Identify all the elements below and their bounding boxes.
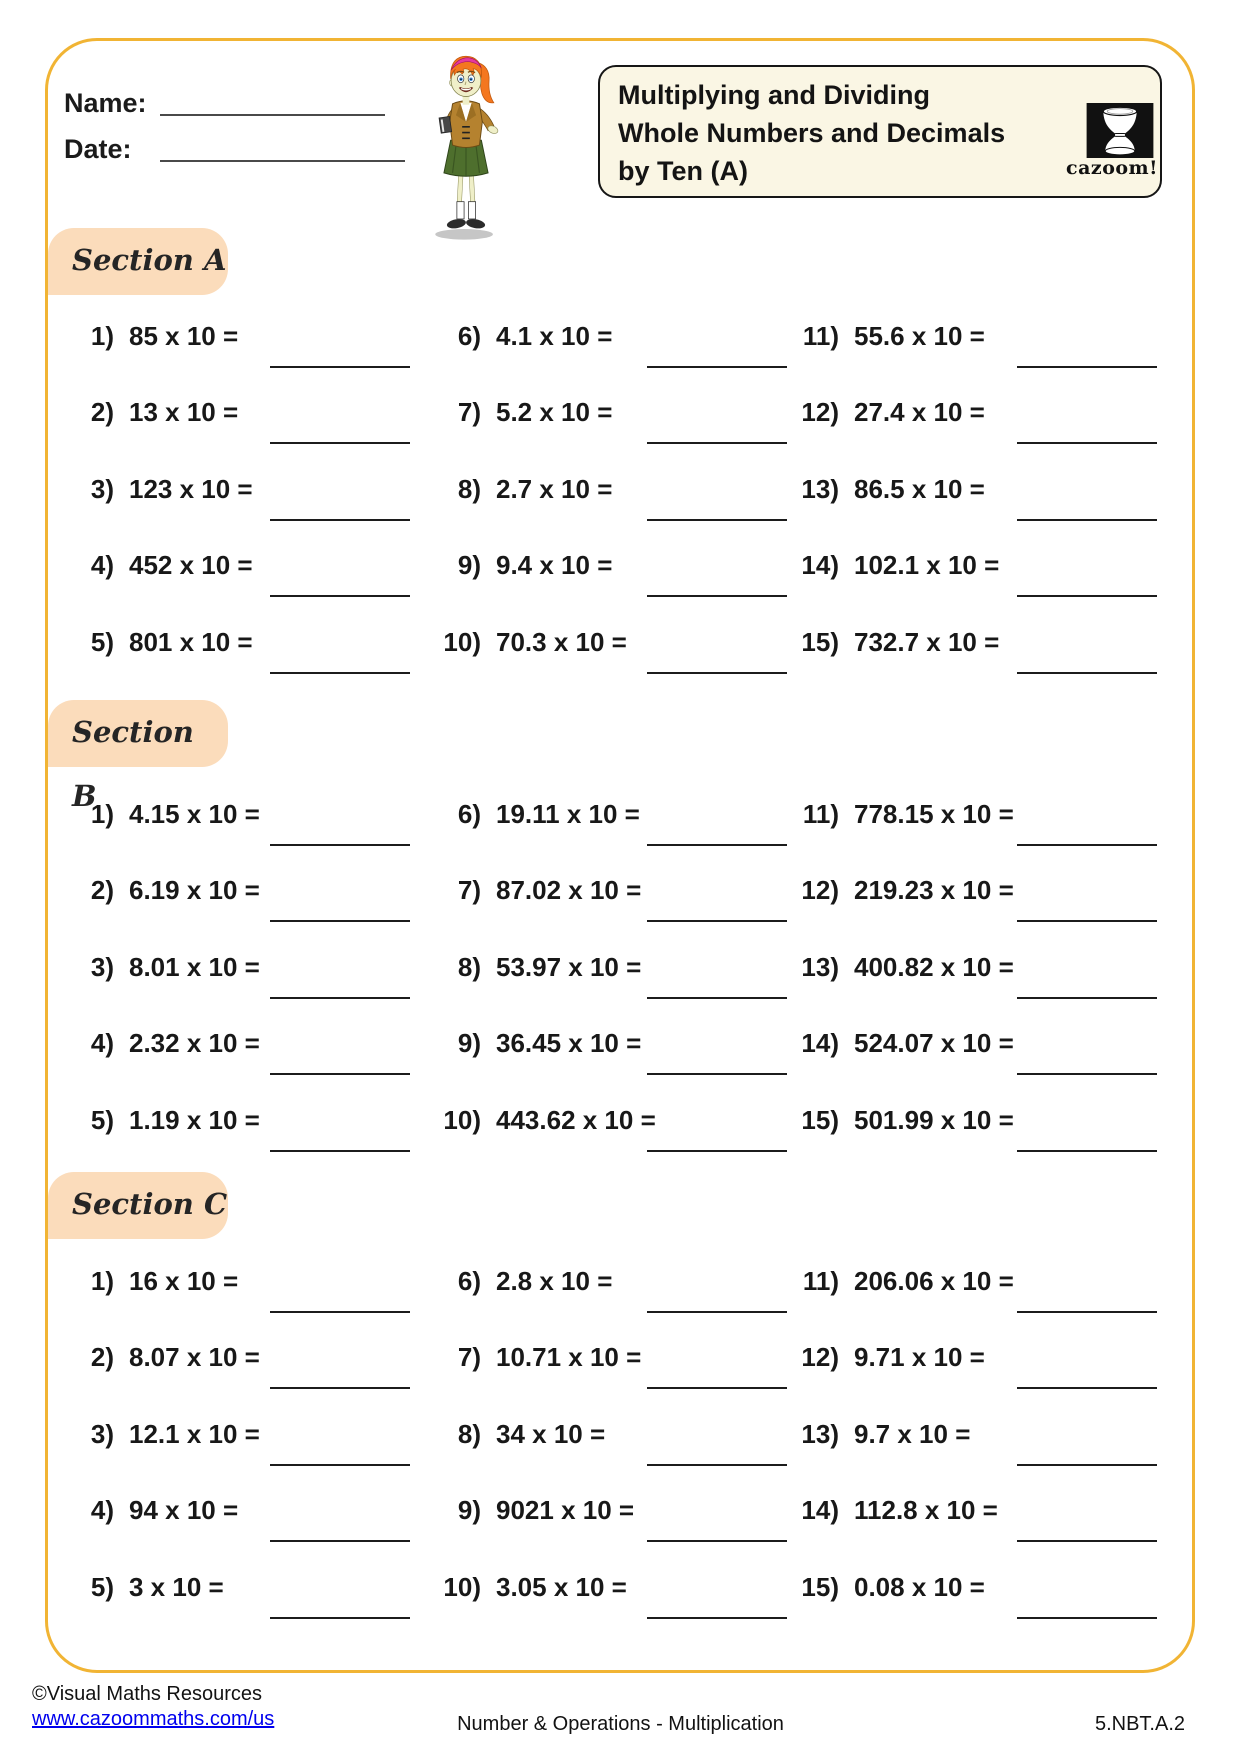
problem-item — [793, 1420, 1163, 1497]
answer-blank[interactable] — [647, 1073, 787, 1075]
answer-blank[interactable] — [270, 920, 410, 922]
problem-number: 6) — [457, 799, 481, 829]
problem-text — [435, 1496, 805, 1524]
problem-expression: 102.1 x 10 = — [854, 550, 1000, 580]
problem-expression: 400.82 x 10 = — [854, 952, 1014, 982]
answer-blank[interactable] — [1017, 920, 1157, 922]
answer-blank[interactable] — [1017, 844, 1157, 846]
problem-item — [68, 1496, 438, 1573]
problem-number: 5) — [90, 1105, 114, 1135]
answer-blank[interactable] — [1017, 366, 1157, 368]
answer-blank[interactable] — [647, 1387, 787, 1389]
answer-blank[interactable] — [1017, 1073, 1157, 1075]
problem-item — [793, 1573, 1163, 1650]
problem-number: 5) — [90, 1572, 114, 1602]
answer-blank[interactable] — [270, 519, 410, 521]
problem-expression: 206.06 x 10 = — [854, 1266, 1014, 1296]
problem-number: 11) — [802, 799, 839, 829]
answer-blank[interactable] — [270, 1311, 410, 1313]
problem-number: 4) — [90, 1028, 114, 1058]
problem-expression: 2.7 x 10 = — [496, 474, 613, 504]
problem-item — [793, 1267, 1163, 1344]
problem-text — [793, 800, 1163, 828]
answer-blank[interactable] — [1017, 519, 1157, 521]
problem-number: 8) — [457, 1419, 481, 1449]
problem-item — [68, 322, 438, 399]
problem-item — [793, 1029, 1163, 1106]
title-line-1: Multiplying and Dividing — [618, 80, 930, 110]
problem-item — [68, 475, 438, 552]
answer-blank[interactable] — [1017, 1311, 1157, 1313]
problem-text — [435, 1573, 805, 1601]
problem-number: 15) — [801, 1572, 839, 1602]
problem-item — [435, 551, 805, 628]
problem-expression: 8.01 x 10 = — [129, 952, 260, 982]
problem-expression: 443.62 x 10 = — [496, 1105, 656, 1135]
problem-expression: 6.19 x 10 = — [129, 875, 260, 905]
problem-expression: 2.8 x 10 = — [496, 1266, 613, 1296]
problem-text — [793, 1343, 1163, 1371]
problem-expression: 10.71 x 10 = — [496, 1342, 642, 1372]
problem-expression: 123 x 10 = — [129, 474, 253, 504]
problem-number: 14) — [801, 550, 839, 580]
date-input-line[interactable] — [160, 160, 405, 162]
problem-text — [793, 475, 1163, 503]
problem-number: 7) — [457, 397, 481, 427]
problem-number: 14) — [801, 1028, 839, 1058]
problem-expression: 9.7 x 10 = — [854, 1419, 971, 1449]
answer-blank[interactable] — [647, 1617, 787, 1619]
problem-expression: 1.19 x 10 = — [129, 1105, 260, 1135]
problem-item — [68, 876, 438, 953]
problem-number: 11) — [802, 321, 839, 351]
problem-item — [68, 398, 438, 475]
problem-text — [68, 1029, 438, 1057]
problem-number: 10) — [443, 1572, 481, 1602]
problem-item — [68, 953, 438, 1030]
problem-text — [68, 1267, 438, 1295]
answer-blank[interactable] — [647, 672, 787, 674]
problem-number: 12) — [801, 397, 839, 427]
problem-item — [793, 628, 1163, 705]
problem-item — [793, 322, 1163, 399]
problem-item — [793, 953, 1163, 1030]
problem-text — [793, 1267, 1163, 1295]
problem-number: 2) — [90, 1342, 114, 1372]
problem-text — [793, 1106, 1163, 1134]
answer-blank[interactable] — [270, 1464, 410, 1466]
problem-item — [435, 1496, 805, 1573]
answer-blank[interactable] — [1017, 1540, 1157, 1542]
problem-expression: 4.15 x 10 = — [129, 799, 260, 829]
problem-text — [435, 1267, 805, 1295]
problem-expression: 732.7 x 10 = — [854, 627, 1000, 657]
problem-text — [68, 475, 438, 503]
answer-blank[interactable] — [1017, 672, 1157, 674]
problem-item — [435, 322, 805, 399]
brand-name: cazoom! — [1066, 157, 1158, 179]
problem-expression: 3 x 10 = — [129, 1572, 224, 1602]
problem-expression: 2.32 x 10 = — [129, 1028, 260, 1058]
problem-text — [435, 475, 805, 503]
problem-number: 13) — [801, 474, 839, 504]
answer-blank[interactable] — [647, 519, 787, 521]
problem-number: 14) — [801, 1495, 839, 1525]
problem-expression: 55.6 x 10 = — [854, 321, 985, 351]
problem-text — [435, 1420, 805, 1448]
problem-text — [435, 876, 805, 904]
answer-blank[interactable] — [270, 1150, 410, 1152]
problem-number: 9) — [457, 1495, 481, 1525]
problem-expression: 5.2 x 10 = — [496, 397, 613, 427]
answer-blank[interactable] — [270, 442, 410, 444]
problem-text — [68, 1343, 438, 1371]
djembe-drum-icon — [1086, 103, 1154, 158]
problem-item — [435, 1106, 805, 1183]
problem-item — [435, 1029, 805, 1106]
problem-number: 3) — [90, 1419, 114, 1449]
standard-code: 5.NBT.A.2 — [1094, 1713, 1185, 1735]
problem-number: 7) — [457, 1342, 481, 1372]
problem-expression: 219.23 x 10 = — [854, 875, 1014, 905]
problem-item — [435, 876, 805, 953]
answer-blank[interactable] — [647, 442, 787, 444]
problem-expression: 94 x 10 = — [129, 1495, 239, 1525]
worksheet-title-box — [598, 65, 1162, 198]
book — [439, 116, 452, 133]
problem-item — [435, 1573, 805, 1650]
problem-item — [793, 1106, 1163, 1183]
cartoon-schoolgirl-illustration — [418, 46, 514, 246]
problem-text — [68, 800, 438, 828]
problem-text — [435, 953, 805, 981]
problem-number: 9) — [457, 550, 481, 580]
problem-expression: 27.4 x 10 = — [854, 397, 985, 427]
answer-blank[interactable] — [647, 1464, 787, 1466]
problem-item — [793, 475, 1163, 552]
title-line-2: Whole Numbers and Decimals — [618, 118, 1006, 148]
answer-blank[interactable] — [647, 1150, 787, 1152]
problem-expression: 524.07 x 10 = — [854, 1028, 1014, 1058]
problem-text — [435, 628, 805, 656]
problem-number: 3) — [90, 474, 114, 504]
answer-blank[interactable] — [270, 366, 410, 368]
problem-text — [68, 551, 438, 579]
problem-number: 2) — [90, 875, 114, 905]
answer-blank[interactable] — [647, 920, 787, 922]
website-link[interactable]: www.cazoommaths.com/us — [32, 1708, 275, 1730]
problem-text — [68, 1420, 438, 1448]
problem-number: 1) — [90, 799, 114, 829]
answer-blank[interactable] — [1017, 1150, 1157, 1152]
problem-number: 4) — [90, 1495, 114, 1525]
problem-item — [68, 1267, 438, 1344]
problem-text — [435, 1029, 805, 1057]
problem-expression: 8.07 x 10 = — [129, 1342, 260, 1372]
problem-expression: 53.97 x 10 = — [496, 952, 642, 982]
problem-text — [793, 322, 1163, 350]
answer-blank[interactable] — [270, 997, 410, 999]
answer-blank[interactable] — [270, 672, 410, 674]
name-label: Name: — [64, 88, 147, 118]
problem-text — [793, 628, 1163, 656]
problem-expression: 112.8 x 10 = — [854, 1495, 998, 1525]
problem-text — [793, 953, 1163, 981]
problem-number: 11) — [802, 1266, 839, 1296]
problem-expression: 13 x 10 = — [129, 397, 239, 427]
problem-text — [793, 1496, 1163, 1524]
name-input-line[interactable] — [160, 114, 385, 116]
problem-expression: 9.71 x 10 = — [854, 1342, 985, 1372]
problem-number: 8) — [457, 474, 481, 504]
problem-text — [68, 1573, 438, 1601]
problem-text — [68, 953, 438, 981]
problem-text — [435, 800, 805, 828]
answer-blank[interactable] — [647, 997, 787, 999]
problem-expression: 85 x 10 = — [129, 321, 239, 351]
problem-item — [68, 1029, 438, 1106]
problem-expression: 19.11 x 10 = — [496, 799, 640, 829]
problem-text — [435, 551, 805, 579]
problem-item — [68, 628, 438, 705]
problem-number: 10) — [443, 1105, 481, 1135]
section-heading: Section A — [48, 228, 228, 295]
problem-text — [435, 398, 805, 426]
problem-number: 9) — [457, 1028, 481, 1058]
problem-number: 2) — [90, 397, 114, 427]
answer-blank[interactable] — [270, 595, 410, 597]
problem-number: 13) — [801, 1419, 839, 1449]
problem-text — [68, 1496, 438, 1524]
problem-number: 1) — [90, 321, 114, 351]
problem-item — [435, 1420, 805, 1497]
problem-number: 6) — [457, 1266, 481, 1296]
problem-number: 6) — [457, 321, 481, 351]
date-label: Date: — [64, 134, 132, 164]
worksheet-title — [618, 76, 1005, 190]
problem-number: 13) — [801, 952, 839, 982]
answer-blank[interactable] — [270, 1387, 410, 1389]
problem-text — [793, 551, 1163, 579]
problem-item — [793, 800, 1163, 877]
answer-blank[interactable] — [1017, 442, 1157, 444]
problem-item — [793, 876, 1163, 953]
problem-expression: 36.45 x 10 = — [496, 1028, 642, 1058]
problem-number: 12) — [801, 875, 839, 905]
answer-blank[interactable] — [1017, 1617, 1157, 1619]
problem-number: 10) — [443, 627, 481, 657]
problem-number: 3) — [90, 952, 114, 982]
copyright-text: ©Visual Maths Resources — [32, 1683, 263, 1705]
problem-text — [68, 398, 438, 426]
problem-expression: 86.5 x 10 = — [854, 474, 985, 504]
problem-expression: 70.3 x 10 = — [496, 627, 627, 657]
problem-expression: 12.1 x 10 = — [129, 1419, 260, 1449]
problem-expression: 801 x 10 = — [129, 627, 253, 657]
problem-text — [435, 1343, 805, 1371]
problem-expression: 34 x 10 = — [496, 1419, 606, 1449]
section-heading: Section C — [48, 1172, 228, 1239]
answer-blank[interactable] — [1017, 1387, 1157, 1389]
problem-expression: 16 x 10 = — [129, 1266, 239, 1296]
answer-blank[interactable] — [647, 1540, 787, 1542]
problem-expression: 9.4 x 10 = — [496, 550, 613, 580]
problem-text — [68, 628, 438, 656]
answer-blank[interactable] — [647, 595, 787, 597]
problem-item — [435, 398, 805, 475]
title-line-3: by Ten (A) — [618, 156, 748, 186]
problem-number: 15) — [801, 627, 839, 657]
problem-item — [793, 551, 1163, 628]
problem-item — [793, 1343, 1163, 1420]
problem-number: 12) — [801, 1342, 839, 1372]
problem-text — [793, 1573, 1163, 1601]
problem-number: 15) — [801, 1105, 839, 1135]
answer-blank[interactable] — [270, 844, 410, 846]
answer-blank[interactable] — [647, 844, 787, 846]
answer-blank[interactable] — [647, 366, 787, 368]
problem-text — [68, 876, 438, 904]
problem-item — [435, 800, 805, 877]
problem-text — [68, 322, 438, 350]
answer-blank[interactable] — [270, 1617, 410, 1619]
problem-number: 7) — [457, 875, 481, 905]
problem-item — [435, 1343, 805, 1420]
problem-text — [435, 1106, 805, 1134]
problem-text — [793, 876, 1163, 904]
problem-item — [68, 800, 438, 877]
problem-item — [68, 1343, 438, 1420]
answer-blank[interactable] — [647, 1311, 787, 1313]
problem-text — [793, 1029, 1163, 1057]
problem-item — [435, 475, 805, 552]
answer-blank[interactable] — [270, 1540, 410, 1542]
answer-blank[interactable] — [1017, 1464, 1157, 1466]
problem-expression: 4.1 x 10 = — [496, 321, 613, 351]
problem-item — [793, 398, 1163, 475]
problem-number: 5) — [90, 627, 114, 657]
shadow — [435, 229, 493, 240]
problem-item — [435, 953, 805, 1030]
problem-expression: 87.02 x 10 = — [496, 875, 642, 905]
problem-number: 8) — [457, 952, 481, 982]
problem-expression: 452 x 10 = — [129, 550, 253, 580]
answer-blank[interactable] — [1017, 997, 1157, 999]
problem-item — [435, 628, 805, 705]
answer-blank[interactable] — [1017, 595, 1157, 597]
problem-item — [793, 1496, 1163, 1573]
problem-number: 4) — [90, 550, 114, 580]
problem-item — [68, 1420, 438, 1497]
problem-expression: 0.08 x 10 = — [854, 1572, 985, 1602]
strand-text: Number & Operations - Multiplication — [457, 1713, 784, 1735]
section-heading: Section B — [48, 700, 228, 767]
answer-blank[interactable] — [270, 1073, 410, 1075]
problem-expression: 501.99 x 10 = — [854, 1105, 1014, 1135]
problem-expression: 9021 x 10 = — [496, 1495, 635, 1525]
problem-expression: 3.05 x 10 = — [496, 1572, 627, 1602]
problem-item — [435, 1267, 805, 1344]
problem-text — [68, 1106, 438, 1134]
problem-text — [793, 398, 1163, 426]
problem-text — [793, 1420, 1163, 1448]
problem-item — [68, 1573, 438, 1650]
problem-item — [68, 551, 438, 628]
problem-expression: 778.15 x 10 = — [854, 799, 1014, 829]
problem-number: 1) — [90, 1266, 114, 1296]
problem-text — [435, 322, 805, 350]
